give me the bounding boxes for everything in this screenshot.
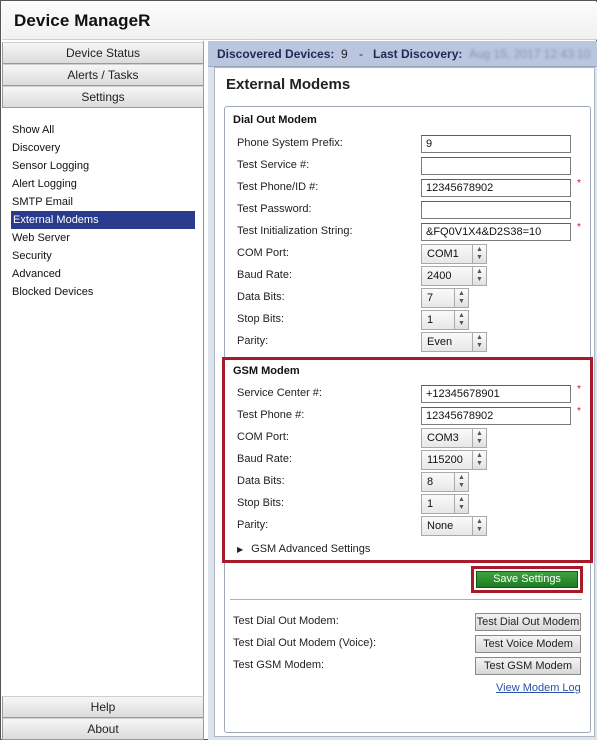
nav-help[interactable]: Help — [2, 696, 204, 718]
spinner-arrows-icon[interactable]: ▲ ▼ — [472, 517, 486, 535]
init-string-label: Test Initialization String: — [237, 225, 353, 237]
last-discovery-value: Aug 15, 2017 12:43:10 — [469, 47, 591, 61]
gsm-baud-rate-select[interactable] — [421, 450, 487, 470]
spinner-arrows-icon[interactable]: ▲ ▼ — [472, 245, 486, 263]
dial-com-port-select[interactable] — [421, 244, 487, 264]
settings-item-web-server[interactable]: Web Server — [12, 232, 70, 244]
nav-device-status[interactable]: Device Status — [2, 42, 204, 64]
dial-baud-rate-value: 2400 — [427, 270, 452, 282]
gsm-stop-bits-value: 1 — [427, 498, 434, 510]
gsm-test-phone-label: Test Phone #: — [237, 409, 305, 421]
triangle-right-icon: ▶ — [237, 545, 244, 554]
gsm-baud-rate-value: 115200 — [427, 454, 463, 466]
settings-item-show-all[interactable]: Show All — [12, 124, 55, 136]
test-voice-modem-button[interactable]: Test Voice Modem — [475, 635, 581, 653]
dial-com-port-label: COM Port: — [237, 247, 289, 259]
dial-stop-bits-label: Stop Bits: — [237, 313, 285, 325]
gsm-section-title: GSM Modem — [233, 365, 300, 377]
test-voice-label: Test Dial Out Modem (Voice): — [233, 637, 377, 649]
discovery-status-bar — [208, 41, 597, 67]
dial-parity-label: Parity: — [237, 335, 269, 347]
gsm-data-bits-select[interactable] — [421, 472, 469, 492]
settings-item-sensor-logging[interactable]: Sensor Logging — [12, 160, 90, 172]
dial-stop-bits-value: 1 — [427, 314, 434, 326]
phone-prefix-label: Phone System Prefix: — [237, 137, 343, 149]
test-dial-out-label: Test Dial Out Modem: — [233, 615, 339, 627]
test-service-input[interactable] — [421, 157, 571, 175]
nav-settings[interactable]: Settings — [2, 86, 204, 108]
settings-item-security[interactable]: Security — [12, 250, 52, 262]
gsm-com-port-label: COM Port: — [237, 431, 289, 443]
view-modem-log-link[interactable]: View Modem Log — [496, 682, 581, 694]
nav-alerts-tasks[interactable]: Alerts / Tasks — [2, 64, 204, 86]
gsm-advanced-toggle[interactable] — [237, 543, 370, 555]
spinner-arrows-icon[interactable]: ▲ ▼ — [472, 267, 486, 285]
dial-parity-value: Even — [427, 336, 453, 348]
spinner-arrows-icon[interactable]: ▲ ▼ — [454, 311, 468, 329]
settings-item-external-modems[interactable]: External Modems — [11, 211, 195, 229]
gsm-data-bits-label: Data Bits: — [237, 475, 285, 487]
gsm-baud-rate-label: Baud Rate: — [237, 453, 293, 465]
test-gsm-modem-button[interactable]: Test GSM Modem — [475, 657, 581, 675]
nav-about[interactable]: About — [2, 718, 204, 740]
gsm-stop-bits-select[interactable] — [421, 494, 469, 514]
gsm-com-port-select[interactable] — [421, 428, 487, 448]
discovered-devices-count: 9 — [341, 47, 348, 61]
gsm-com-port-value: COM3 — [427, 432, 459, 444]
modem-settings-form — [224, 106, 591, 733]
dial-data-bits-label: Data Bits: — [237, 291, 285, 303]
test-gsm-label: Test GSM Modem: — [233, 659, 325, 671]
gsm-parity-label: Parity: — [237, 519, 269, 531]
gsm-stop-bits-label: Stop Bits: — [237, 497, 285, 509]
settings-item-discovery[interactable]: Discovery — [12, 142, 61, 154]
settings-item-advanced[interactable]: Advanced — [12, 268, 61, 280]
dial-stop-bits-select[interactable] — [421, 310, 469, 330]
dial-out-section-title: Dial Out Modem — [233, 114, 317, 126]
status-separator: - — [359, 47, 363, 61]
spinner-arrows-icon[interactable]: ▲ ▼ — [454, 289, 468, 307]
divider — [230, 599, 582, 600]
spinner-arrows-icon[interactable]: ▲ ▼ — [472, 333, 486, 351]
dial-baud-rate-select[interactable] — [421, 266, 487, 286]
discovered-devices-label: Discovered Devices: — [217, 47, 335, 61]
test-password-label: Test Password: — [237, 203, 312, 215]
settings-item-smtp-email[interactable]: SMTP Email — [12, 196, 73, 208]
last-discovery-label: Last Discovery: — [373, 47, 463, 61]
settings-item-alert-logging[interactable]: Alert Logging — [12, 178, 77, 190]
content-area — [208, 41, 597, 740]
save-settings-highlight-box — [471, 566, 583, 593]
settings-list — [2, 121, 203, 301]
required-marker: * — [577, 178, 581, 189]
spinner-arrows-icon[interactable]: ▲ ▼ — [454, 473, 468, 491]
spinner-arrows-icon[interactable]: ▲ ▼ — [472, 451, 486, 469]
left-navigation — [2, 41, 204, 740]
phone-prefix-input[interactable]: 9 — [421, 135, 571, 153]
init-string-input[interactable]: &FQ0V1X4&D2S38=10 — [421, 223, 571, 241]
dial-data-bits-select[interactable] — [421, 288, 469, 308]
app-header — [2, 2, 597, 40]
settings-panel — [214, 67, 595, 737]
save-settings-button[interactable]: Save Settings — [476, 571, 578, 588]
dial-com-port-value: COM1 — [427, 248, 459, 260]
dial-parity-select[interactable] — [421, 332, 487, 352]
spinner-arrows-icon[interactable]: ▲ ▼ — [454, 495, 468, 513]
dial-data-bits-value: 7 — [427, 292, 434, 304]
app-title: Device ManageR — [14, 11, 151, 30]
gsm-parity-select[interactable] — [421, 516, 487, 536]
service-center-label: Service Center #: — [237, 387, 322, 399]
test-service-label: Test Service #: — [237, 159, 310, 171]
test-phone-id-label: Test Phone/ID #: — [237, 181, 319, 193]
page-title: External Modems — [226, 76, 351, 93]
gsm-parity-value: None — [427, 520, 454, 532]
service-center-input[interactable]: +12345678901 — [421, 385, 571, 403]
gsm-data-bits-value: 8 — [427, 476, 434, 488]
required-marker: * — [577, 222, 581, 233]
required-marker: * — [577, 406, 581, 417]
gsm-test-phone-input[interactable]: 12345678902 — [421, 407, 571, 425]
gsm-advanced-label: GSM Advanced Settings — [251, 543, 371, 555]
settings-item-blocked-devices[interactable]: Blocked Devices — [12, 286, 94, 298]
test-password-input[interactable] — [421, 201, 571, 219]
dial-baud-rate-label: Baud Rate: — [237, 269, 293, 281]
test-phone-id-input[interactable]: 12345678902 — [421, 179, 571, 197]
required-marker: * — [577, 384, 581, 395]
spinner-arrows-icon[interactable]: ▲ ▼ — [472, 429, 486, 447]
test-dial-out-modem-button[interactable]: Test Dial Out Modem — [475, 613, 581, 631]
